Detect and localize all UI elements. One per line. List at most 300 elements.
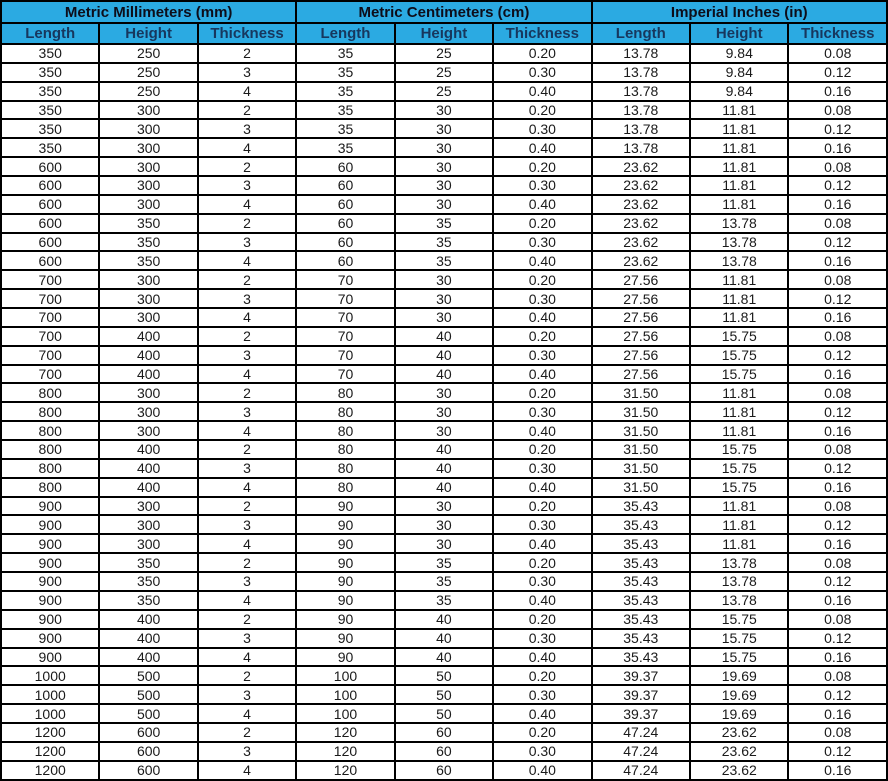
- cell: 35.43: [592, 648, 691, 667]
- cell: 90: [296, 572, 394, 591]
- cell: 600: [1, 157, 99, 176]
- cell: 0.40: [493, 648, 591, 667]
- cell: 11.81: [690, 176, 788, 195]
- group-header-mm: Metric Millimeters (mm): [1, 1, 296, 23]
- table-row: [1, 101, 887, 120]
- table-row: [1, 365, 887, 384]
- cell: 50: [395, 685, 493, 704]
- cell: 3: [198, 289, 296, 308]
- cell: 60: [296, 176, 394, 195]
- cell: 500: [99, 666, 197, 685]
- cell: 35.43: [592, 534, 691, 553]
- cell: 35: [395, 553, 493, 572]
- cell: 100: [296, 666, 394, 685]
- cell: 0.20: [493, 157, 591, 176]
- cell: 0.20: [493, 497, 591, 516]
- cell: 350: [99, 572, 197, 591]
- cell: 0.30: [493, 402, 591, 421]
- cell: 0.16: [788, 648, 887, 667]
- cell: 0.20: [493, 327, 591, 346]
- cell: 0.16: [788, 704, 887, 723]
- cell: 15.75: [690, 440, 788, 459]
- table-row: [1, 251, 887, 270]
- cell: 2: [198, 383, 296, 402]
- cell: 39.37: [592, 666, 691, 685]
- cell: 600: [99, 723, 197, 742]
- cell: 300: [99, 308, 197, 327]
- cell: 0.08: [788, 553, 887, 572]
- cell: 2: [198, 723, 296, 742]
- cell: 0.12: [788, 629, 887, 648]
- cell: 35: [395, 214, 493, 233]
- cell: 3: [198, 572, 296, 591]
- cell: 23.62: [690, 742, 788, 761]
- cell: 0.40: [493, 138, 591, 157]
- cell: 80: [296, 440, 394, 459]
- table-row: [1, 497, 887, 516]
- cell: 40: [395, 440, 493, 459]
- column-header-cm-length: Length: [296, 23, 394, 44]
- cell: 300: [99, 289, 197, 308]
- cell: 19.69: [690, 704, 788, 723]
- cell: 0.40: [493, 82, 591, 101]
- cell: 2: [198, 553, 296, 572]
- cell: 500: [99, 704, 197, 723]
- cell: 3: [198, 63, 296, 82]
- cell: 0.30: [493, 63, 591, 82]
- cell: 90: [296, 629, 394, 648]
- cell: 3: [198, 685, 296, 704]
- cell: 350: [99, 591, 197, 610]
- cell: 0.20: [493, 666, 591, 685]
- cell: 40: [395, 365, 493, 384]
- cell: 40: [395, 629, 493, 648]
- cell: 300: [99, 402, 197, 421]
- cell: 0.20: [493, 553, 591, 572]
- cell: 400: [99, 365, 197, 384]
- cell: 70: [296, 327, 394, 346]
- cell: 35: [296, 119, 394, 138]
- cell: 0.30: [493, 176, 591, 195]
- cell: 2: [198, 101, 296, 120]
- column-header-row: [1, 23, 887, 44]
- cell: 90: [296, 534, 394, 553]
- cell: 0.40: [493, 308, 591, 327]
- column-header-in-length: Length: [592, 23, 691, 44]
- cell: 600: [1, 233, 99, 252]
- table-row: [1, 44, 887, 63]
- cell: 35: [296, 63, 394, 82]
- cell: 300: [99, 119, 197, 138]
- cell: 0.20: [493, 214, 591, 233]
- cell: 0.12: [788, 402, 887, 421]
- column-header-in-thickness: Thickness: [788, 23, 887, 44]
- cell: 35: [395, 572, 493, 591]
- cell: 700: [1, 289, 99, 308]
- cell: 13.78: [592, 138, 691, 157]
- cell: 15.75: [690, 346, 788, 365]
- cell: 600: [1, 176, 99, 195]
- table-row: [1, 402, 887, 421]
- cell: 39.37: [592, 704, 691, 723]
- cell: 3: [198, 402, 296, 421]
- cell: 0.40: [493, 421, 591, 440]
- cell: 30: [395, 289, 493, 308]
- cell: 900: [1, 648, 99, 667]
- table-row: [1, 534, 887, 553]
- cell: 900: [1, 629, 99, 648]
- cell: 40: [395, 459, 493, 478]
- table-row: [1, 685, 887, 704]
- table-row: [1, 553, 887, 572]
- cell: 3: [198, 233, 296, 252]
- cell: 0.08: [788, 610, 887, 629]
- cell: 3: [198, 629, 296, 648]
- cell: 11.81: [690, 270, 788, 289]
- cell: 0.16: [788, 534, 887, 553]
- cell: 13.78: [592, 44, 691, 63]
- cell: 300: [99, 383, 197, 402]
- cell: 0.16: [788, 138, 887, 157]
- cell: 300: [99, 101, 197, 120]
- cell: 4: [198, 478, 296, 497]
- cell: 9.84: [690, 63, 788, 82]
- cell: 0.16: [788, 761, 887, 780]
- cell: 350: [99, 553, 197, 572]
- cell: 900: [1, 534, 99, 553]
- cell: 700: [1, 346, 99, 365]
- cell: 1200: [1, 723, 99, 742]
- cell: 600: [1, 195, 99, 214]
- cell: 31.50: [592, 478, 691, 497]
- cell: 23.62: [592, 251, 691, 270]
- cell: 0.30: [493, 346, 591, 365]
- cell: 31.50: [592, 421, 691, 440]
- cell: 35: [296, 82, 394, 101]
- cell: 300: [99, 176, 197, 195]
- cell: 100: [296, 704, 394, 723]
- cell: 80: [296, 459, 394, 478]
- cell: 30: [395, 176, 493, 195]
- table-row: [1, 572, 887, 591]
- cell: 13.78: [592, 82, 691, 101]
- cell: 0.30: [493, 289, 591, 308]
- cell: 30: [395, 497, 493, 516]
- cell: 600: [99, 742, 197, 761]
- cell: 1000: [1, 685, 99, 704]
- cell: 19.69: [690, 666, 788, 685]
- cell: 0.20: [493, 44, 591, 63]
- cell: 70: [296, 270, 394, 289]
- cell: 900: [1, 591, 99, 610]
- table-row: [1, 270, 887, 289]
- cell: 350: [99, 251, 197, 270]
- cell: 35.43: [592, 572, 691, 591]
- cell: 4: [198, 251, 296, 270]
- cell: 0.30: [493, 572, 591, 591]
- cell: 0.30: [493, 685, 591, 704]
- cell: 30: [395, 402, 493, 421]
- table-row: [1, 666, 887, 685]
- cell: 800: [1, 478, 99, 497]
- cell: 11.81: [690, 195, 788, 214]
- table-row: [1, 723, 887, 742]
- cell: 35.43: [592, 629, 691, 648]
- cell: 120: [296, 742, 394, 761]
- table-row: [1, 459, 887, 478]
- cell: 900: [1, 553, 99, 572]
- cell: 0.40: [493, 761, 591, 780]
- table-row: [1, 233, 887, 252]
- table-row: [1, 138, 887, 157]
- cell: 15.75: [690, 648, 788, 667]
- cell: 15.75: [690, 327, 788, 346]
- cell: 0.16: [788, 251, 887, 270]
- cell: 35.43: [592, 610, 691, 629]
- cell: 25: [395, 63, 493, 82]
- cell: 15.75: [690, 478, 788, 497]
- cell: 600: [99, 761, 197, 780]
- cell: 13.78: [592, 101, 691, 120]
- cell: 1000: [1, 704, 99, 723]
- cell: 80: [296, 383, 394, 402]
- cell: 0.12: [788, 685, 887, 704]
- cell: 350: [1, 101, 99, 120]
- cell: 11.81: [690, 383, 788, 402]
- cell: 0.08: [788, 157, 887, 176]
- cell: 60: [296, 233, 394, 252]
- cell: 0.30: [493, 119, 591, 138]
- cell: 250: [99, 82, 197, 101]
- cell: 0.08: [788, 497, 887, 516]
- cell: 350: [1, 82, 99, 101]
- cell: 350: [99, 214, 197, 233]
- cell: 13.78: [690, 591, 788, 610]
- table-row: [1, 421, 887, 440]
- cell: 4: [198, 82, 296, 101]
- cell: 11.81: [690, 289, 788, 308]
- cell: 25: [395, 44, 493, 63]
- cell: 23.62: [592, 176, 691, 195]
- cell: 11.81: [690, 402, 788, 421]
- cell: 300: [99, 497, 197, 516]
- table-row: [1, 195, 887, 214]
- cell: 800: [1, 383, 99, 402]
- cell: 0.16: [788, 365, 887, 384]
- cell: 400: [99, 440, 197, 459]
- cell: 4: [198, 308, 296, 327]
- cell: 0.20: [493, 440, 591, 459]
- cell: 30: [395, 138, 493, 157]
- cell: 80: [296, 478, 394, 497]
- cell: 31.50: [592, 459, 691, 478]
- cell: 27.56: [592, 308, 691, 327]
- cell: 900: [1, 572, 99, 591]
- cell: 30: [395, 157, 493, 176]
- cell: 70: [296, 346, 394, 365]
- cell: 40: [395, 648, 493, 667]
- cell: 13.78: [690, 233, 788, 252]
- cell: 60: [296, 157, 394, 176]
- cell: 0.08: [788, 723, 887, 742]
- cell: 0.30: [493, 233, 591, 252]
- cell: 15.75: [690, 629, 788, 648]
- cell: 4: [198, 195, 296, 214]
- cell: 35.43: [592, 553, 691, 572]
- cell: 11.81: [690, 138, 788, 157]
- cell: 250: [99, 44, 197, 63]
- cell: 60: [296, 214, 394, 233]
- cell: 0.08: [788, 270, 887, 289]
- cell: 15.75: [690, 365, 788, 384]
- table-row: [1, 383, 887, 402]
- cell: 80: [296, 421, 394, 440]
- cell: 800: [1, 440, 99, 459]
- cell: 30: [395, 534, 493, 553]
- cell: 0.16: [788, 195, 887, 214]
- cell: 4: [198, 648, 296, 667]
- cell: 0.40: [493, 365, 591, 384]
- cell: 0.08: [788, 327, 887, 346]
- cell: 350: [1, 44, 99, 63]
- cell: 47.24: [592, 742, 691, 761]
- cell: 350: [1, 63, 99, 82]
- cell: 3: [198, 515, 296, 534]
- cell: 0.08: [788, 44, 887, 63]
- cell: 47.24: [592, 723, 691, 742]
- table-row: [1, 346, 887, 365]
- cell: 300: [99, 138, 197, 157]
- cell: 2: [198, 157, 296, 176]
- cell: 50: [395, 704, 493, 723]
- cell: 300: [99, 157, 197, 176]
- cell: 0.12: [788, 289, 887, 308]
- column-header-mm-height: Height: [99, 23, 197, 44]
- cell: 300: [99, 421, 197, 440]
- cell: 90: [296, 648, 394, 667]
- table-row: [1, 119, 887, 138]
- cell: 0.40: [493, 478, 591, 497]
- cell: 35: [296, 44, 394, 63]
- cell: 350: [99, 233, 197, 252]
- group-header-cm: Metric Centimeters (cm): [296, 1, 591, 23]
- cell: 40: [395, 327, 493, 346]
- cell: 2: [198, 610, 296, 629]
- cell: 4: [198, 591, 296, 610]
- cell: 400: [99, 327, 197, 346]
- cell: 11.81: [690, 421, 788, 440]
- cell: 300: [99, 534, 197, 553]
- cell: 0.08: [788, 440, 887, 459]
- cell: 13.78: [690, 572, 788, 591]
- cell: 300: [99, 195, 197, 214]
- cell: 50: [395, 666, 493, 685]
- cell: 30: [395, 515, 493, 534]
- cell: 600: [1, 214, 99, 233]
- cell: 0.40: [493, 195, 591, 214]
- table-row: [1, 648, 887, 667]
- table-row: [1, 478, 887, 497]
- cell: 0.08: [788, 214, 887, 233]
- cell: 800: [1, 421, 99, 440]
- cell: 0.08: [788, 101, 887, 120]
- cell: 800: [1, 459, 99, 478]
- cell: 120: [296, 723, 394, 742]
- table-row: [1, 515, 887, 534]
- cell: 35: [296, 138, 394, 157]
- cell: 11.81: [690, 534, 788, 553]
- cell: 400: [99, 478, 197, 497]
- cell: 700: [1, 308, 99, 327]
- cell: 13.78: [690, 214, 788, 233]
- cell: 600: [1, 251, 99, 270]
- cell: 2: [198, 497, 296, 516]
- cell: 0.12: [788, 63, 887, 82]
- cell: 30: [395, 270, 493, 289]
- cell: 0.12: [788, 176, 887, 195]
- cell: 3: [198, 346, 296, 365]
- cell: 27.56: [592, 365, 691, 384]
- cell: 30: [395, 119, 493, 138]
- cell: 30: [395, 101, 493, 120]
- cell: 0.40: [493, 534, 591, 553]
- cell: 4: [198, 761, 296, 780]
- cell: 350: [1, 119, 99, 138]
- cell: 23.62: [690, 723, 788, 742]
- table-row: [1, 82, 887, 101]
- cell: 31.50: [592, 383, 691, 402]
- cell: 60: [296, 251, 394, 270]
- cell: 0.40: [493, 591, 591, 610]
- cell: 11.81: [690, 515, 788, 534]
- cell: 700: [1, 270, 99, 289]
- cell: 2: [198, 327, 296, 346]
- cell: 3: [198, 119, 296, 138]
- table-row: [1, 742, 887, 761]
- cell: 70: [296, 365, 394, 384]
- cell: 0.16: [788, 82, 887, 101]
- cell: 40: [395, 610, 493, 629]
- cell: 15.75: [690, 610, 788, 629]
- cell: 0.20: [493, 610, 591, 629]
- cell: 100: [296, 685, 394, 704]
- cell: 120: [296, 761, 394, 780]
- cell: 3: [198, 459, 296, 478]
- cell: 23.62: [592, 214, 691, 233]
- cell: 1000: [1, 666, 99, 685]
- table-row: [1, 610, 887, 629]
- cell: 11.81: [690, 497, 788, 516]
- cell: 35.43: [592, 515, 691, 534]
- cell: 90: [296, 591, 394, 610]
- cell: 27.56: [592, 289, 691, 308]
- cell: 400: [99, 459, 197, 478]
- cell: 19.69: [690, 685, 788, 704]
- cell: 700: [1, 365, 99, 384]
- cell: 13.78: [592, 63, 691, 82]
- table-row: [1, 704, 887, 723]
- column-header-cm-height: Height: [395, 23, 493, 44]
- cell: 4: [198, 138, 296, 157]
- cell: 35: [296, 101, 394, 120]
- cell: 23.62: [592, 195, 691, 214]
- cell: 30: [395, 383, 493, 402]
- cell: 11.81: [690, 119, 788, 138]
- cell: 35: [395, 251, 493, 270]
- cell: 27.56: [592, 327, 691, 346]
- table-body: [1, 44, 887, 780]
- cell: 23.62: [690, 761, 788, 780]
